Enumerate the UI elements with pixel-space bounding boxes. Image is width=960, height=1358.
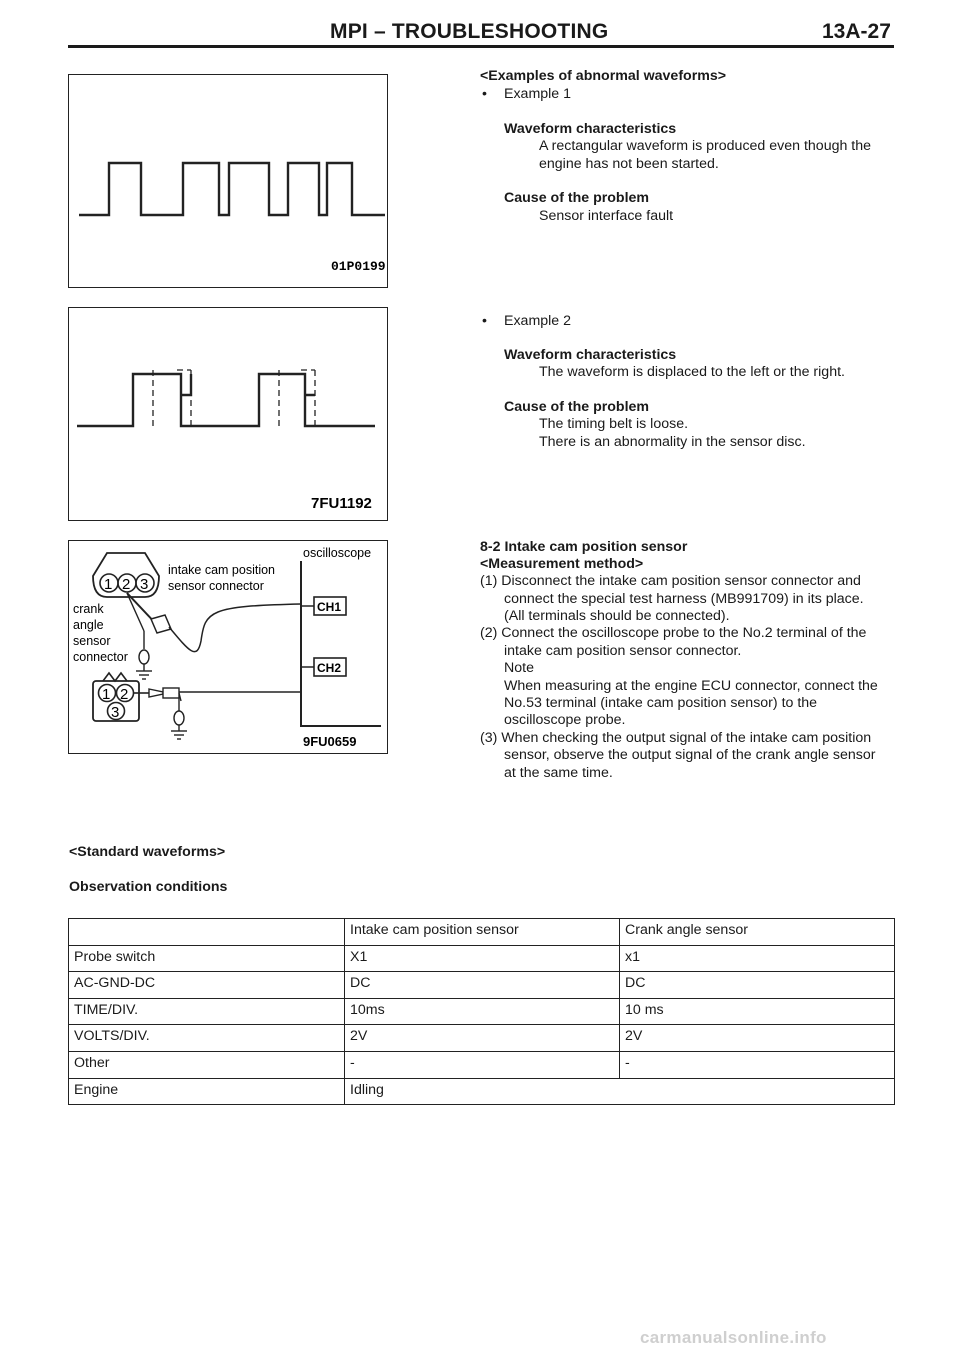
page-title: MPI – TROUBLESHOOTING bbox=[330, 20, 609, 43]
observation-conditions-table bbox=[68, 918, 895, 1105]
figure-code: 01P0199 bbox=[331, 259, 386, 274]
crank-pin-1: 1 bbox=[102, 686, 111, 703]
table-cell: DC bbox=[620, 972, 895, 999]
oscilloscope-label: oscilloscope bbox=[303, 546, 372, 560]
table-cell: Other bbox=[69, 1051, 345, 1078]
table-row bbox=[69, 1078, 895, 1105]
abnormal-waveforms-heading: <Examples of abnormal waveforms> bbox=[480, 68, 727, 84]
figure-oscilloscope-connection bbox=[68, 540, 388, 754]
figure-code: 9FU0659 bbox=[303, 734, 357, 749]
example-1-title: Example 1 bbox=[504, 86, 572, 102]
connection-diagram-svg bbox=[69, 541, 387, 753]
page-number: 13A-27 bbox=[822, 20, 891, 43]
cam-pin-3: 3 bbox=[140, 576, 149, 593]
table-cell bbox=[69, 919, 345, 946]
table-row bbox=[69, 972, 895, 999]
ch2-label: CH2 bbox=[317, 661, 342, 675]
example-2-cause-line-2: There is an abnormality in the sensor disc. bbox=[539, 434, 806, 450]
table-cell: x1 bbox=[620, 945, 895, 972]
example-1-char-heading: Waveform characteristics bbox=[504, 121, 677, 137]
table-cell: - bbox=[620, 1051, 895, 1078]
method-line: (All terminals should be connected). bbox=[504, 608, 730, 624]
table-cell: - bbox=[345, 1051, 620, 1078]
watermark: carmanualsonline.info bbox=[640, 1328, 827, 1347]
crank-label-2: angle bbox=[73, 618, 104, 632]
table-row bbox=[69, 945, 895, 972]
table-cell: Idling bbox=[345, 1078, 895, 1105]
table-header-row bbox=[69, 919, 895, 946]
standard-waveforms-heading: <Standard waveforms> bbox=[69, 844, 226, 860]
method-line: (1) Disconnect the intake cam position sensor connector and bbox=[480, 573, 861, 589]
example-2-char-heading: Waveform characteristics bbox=[504, 347, 677, 363]
method-line: No.53 terminal (intake cam position sensor) to the bbox=[504, 695, 818, 711]
crank-label-1: crank bbox=[73, 602, 104, 616]
table-cell: Engine bbox=[69, 1078, 345, 1105]
table-header-cell: Intake cam position sensor bbox=[345, 919, 620, 946]
observation-conditions-heading: Observation conditions bbox=[69, 879, 228, 895]
table-cell: DC bbox=[345, 972, 620, 999]
table-cell: Probe switch bbox=[69, 945, 345, 972]
example-2-char-line-1: The waveform is displaced to the left or the right. bbox=[539, 364, 845, 380]
table-cell: TIME/DIV. bbox=[69, 998, 345, 1025]
table-row bbox=[69, 1051, 895, 1078]
example-1-cause-line-1: Sensor interface fault bbox=[539, 208, 674, 224]
table-header-cell: Crank angle sensor bbox=[620, 919, 895, 946]
cam-pin-2: 2 bbox=[122, 576, 131, 593]
table-cell: 10 ms bbox=[620, 998, 895, 1025]
figure-code: 7FU1192 bbox=[311, 495, 372, 512]
method-line: When measuring at the engine ECU connector, connect the bbox=[504, 678, 878, 694]
table-row bbox=[69, 1025, 895, 1052]
header-rule bbox=[68, 45, 894, 48]
cam-pin-1: 1 bbox=[104, 576, 113, 593]
method-line: (3) When checking the output signal of the intake cam position bbox=[480, 730, 872, 746]
method-line: oscilloscope probe. bbox=[504, 712, 626, 728]
bullet: • bbox=[482, 313, 487, 329]
table-cell: 2V bbox=[620, 1025, 895, 1052]
ch1-label: CH1 bbox=[317, 600, 342, 614]
example-1-char-line-2: engine has not been started. bbox=[539, 156, 719, 172]
example-2-cause-line-1: The timing belt is loose. bbox=[539, 416, 689, 432]
figure-waveform-example-2 bbox=[68, 307, 388, 521]
measurement-method-heading: <Measurement method> bbox=[480, 556, 644, 572]
table-cell: 2V bbox=[345, 1025, 620, 1052]
waveform-example-2-svg bbox=[69, 308, 387, 520]
table-cell: X1 bbox=[345, 945, 620, 972]
example-1-char-line-1: A rectangular waveform is produced even though the bbox=[539, 138, 872, 154]
bullet: • bbox=[482, 86, 487, 102]
method-line: at the same time. bbox=[504, 765, 613, 781]
method-line: intake cam position sensor connector. bbox=[504, 643, 742, 659]
cam-connector-label-1: intake cam position bbox=[168, 563, 276, 577]
table-cell: AC-GND-DC bbox=[69, 972, 345, 999]
crank-pin-3: 3 bbox=[111, 704, 120, 721]
section-title: 8-2 Intake cam position sensor bbox=[480, 539, 688, 555]
crank-pin-2: 2 bbox=[120, 686, 129, 703]
table-cell: 10ms bbox=[345, 998, 620, 1025]
note-label: Note bbox=[504, 660, 534, 676]
example-2-cause-heading: Cause of the problem bbox=[504, 399, 650, 415]
waveform-example-1-svg bbox=[69, 75, 387, 287]
cam-connector-label-2: sensor connector bbox=[168, 579, 264, 593]
table-cell: VOLTS/DIV. bbox=[69, 1025, 345, 1052]
example-2-title: Example 2 bbox=[504, 313, 572, 329]
crank-label-4: connector bbox=[73, 650, 128, 664]
method-line: connect the special test harness (MB991709) in its place. bbox=[504, 591, 864, 607]
example-1-cause-heading: Cause of the problem bbox=[504, 190, 650, 206]
figure-waveform-example-1 bbox=[68, 74, 388, 288]
method-line: (2) Connect the oscilloscope probe to the No.2 terminal of the bbox=[480, 625, 867, 641]
table-row bbox=[69, 998, 895, 1025]
crank-label-3: sensor bbox=[73, 634, 111, 648]
method-line: sensor, observe the output signal of the crank angle sensor bbox=[504, 747, 876, 763]
